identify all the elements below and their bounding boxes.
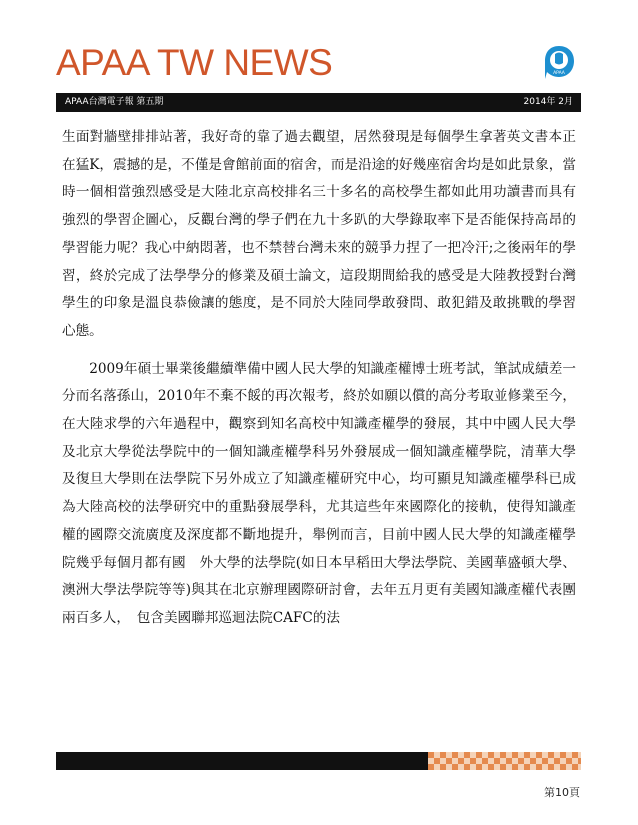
issue-date: 2014年 2月 [523,97,573,107]
checker-square [488,752,494,758]
checker-square [578,758,581,764]
checker-square [518,758,524,764]
checker-square [476,752,482,758]
checker-square [506,752,512,758]
checker-square [560,752,566,758]
checker-square [578,764,581,770]
checker-square [572,758,578,764]
checker-square [446,764,452,770]
checker-square [578,752,581,758]
logo-label: APAA [553,71,565,76]
checker-square [530,752,536,758]
checker-square [452,752,458,758]
checker-square [428,764,434,770]
checker-square [482,764,488,770]
checker-square [518,764,524,770]
checker-square [458,764,464,770]
checker-square [560,758,566,764]
checker-square [470,764,476,770]
checker-square [500,752,506,758]
checker-square [554,758,560,764]
checker-square [518,752,524,758]
checker-square [428,758,434,764]
checker-square [452,764,458,770]
checker-square [488,764,494,770]
checker-square [500,764,506,770]
checker-square [554,764,560,770]
checker-square [440,764,446,770]
checker-pattern [428,752,581,770]
checker-square [464,752,470,758]
checker-square [560,764,566,770]
checker-square [530,758,536,764]
checker-square [434,752,440,758]
checker-square [464,764,470,770]
checker-square [566,752,572,758]
apaa-logo-icon [542,44,576,80]
page-number: 第10頁 [544,786,580,799]
paragraph-1: 生面對牆壁排排站著，我好奇的靠了過去觀望，居然發現是每個學生拿著英文書本正在猛K，震撼的是，不僅是會館前面的宿舍，而是沿途的好幾座宿舍均是如此景象，當時一個相當強烈感受是大陸北京高校排名三十多名的高校學生都如此用功讀書而具有強烈的學習企圖心，反觀台灣的學子們在九十多趴的大學錄取率下是否能保持高昂的學習能力呢？我心中納悶著，也不禁替台灣未來的競爭力捏了一把冷汗;之後兩年的學習，終於完成了法學學分的修業及碩士論文，這段期間給我的感受是大陸教授對台灣學生的印象是溫良恭儉讓的態度，是不同於大陸同學敢發問、敢犯錯及敢挑戰的學習心態。 [62,129,576,339]
checker-square [500,758,506,764]
paragraph-2: 2009年碩士畢業後繼續準備中國人民大學的知識產權博士班考試，筆試成績差一分而名落孫山，2010年不棄不餒的再次報考，終於如願以償的高分考取並修業至今，在大陸求學的六年過程中，觀察到知名高校中知識產權學的發展，其中中國人民大學及北京大學從法學院中的一個知識產權學科另外發展成一個知識產權學院，清華大學及復旦大學則在法學院下另外成立了知識產權研究中心，均可顯見知識產權學科已成為大陸高校的法學研究中的重點發展學科，尤其這些年來國際化的接軌，使得知識產權的國際交流廣度及深度都不斷地提升，舉例而言，目前中國人民大學的知識產權學院幾乎每個月都有國 外大學的法學院(如日本早稻田大學法學院、美國華盛頓大學、澳洲大學法學院等等)與其在北京辦理國際研討會，去年五月更有美國知識產權代表團兩百多人， 包含美國聯邦巡迴法院CAFC的法 [62,360,576,626]
checker-square [566,758,572,764]
checker-square [446,752,452,758]
checker-square [494,752,500,758]
checker-square [434,764,440,770]
checker-square [482,752,488,758]
checker-square [572,764,578,770]
checker-square [476,758,482,764]
checker-square [428,752,434,758]
checker-square [470,752,476,758]
checker-square [536,758,542,764]
checker-square [470,758,476,764]
issue-label: APAA台灣電子報 第五期 [65,97,164,107]
checker-square [524,758,530,764]
checker-square [434,758,440,764]
checker-square [506,764,512,770]
checker-square [548,752,554,758]
checker-square [536,752,542,758]
article-body [62,124,576,633]
checker-square [530,764,536,770]
checker-square [440,752,446,758]
checker-square [446,758,452,764]
checker-square [488,758,494,764]
checker-square [512,752,518,758]
masthead-title: APAA TW NEWS [56,42,333,83]
checker-square [512,764,518,770]
checker-square [548,764,554,770]
checker-square [476,764,482,770]
checker-square [524,752,530,758]
checker-square [458,752,464,758]
checker-square [464,758,470,764]
checker-square [566,764,572,770]
checker-square [440,758,446,764]
checker-square [572,752,578,758]
checker-square [542,764,548,770]
header-bar [56,93,581,112]
checker-square [524,764,530,770]
checker-square [452,758,458,764]
checker-square [542,752,548,758]
checker-square [494,758,500,764]
checker-square [554,752,560,758]
checker-square [494,764,500,770]
checker-square [482,758,488,764]
checker-square [458,758,464,764]
checker-square [506,758,512,764]
checker-square [542,758,548,764]
checker-square [512,758,518,764]
checker-square [536,764,542,770]
checker-square [548,758,554,764]
